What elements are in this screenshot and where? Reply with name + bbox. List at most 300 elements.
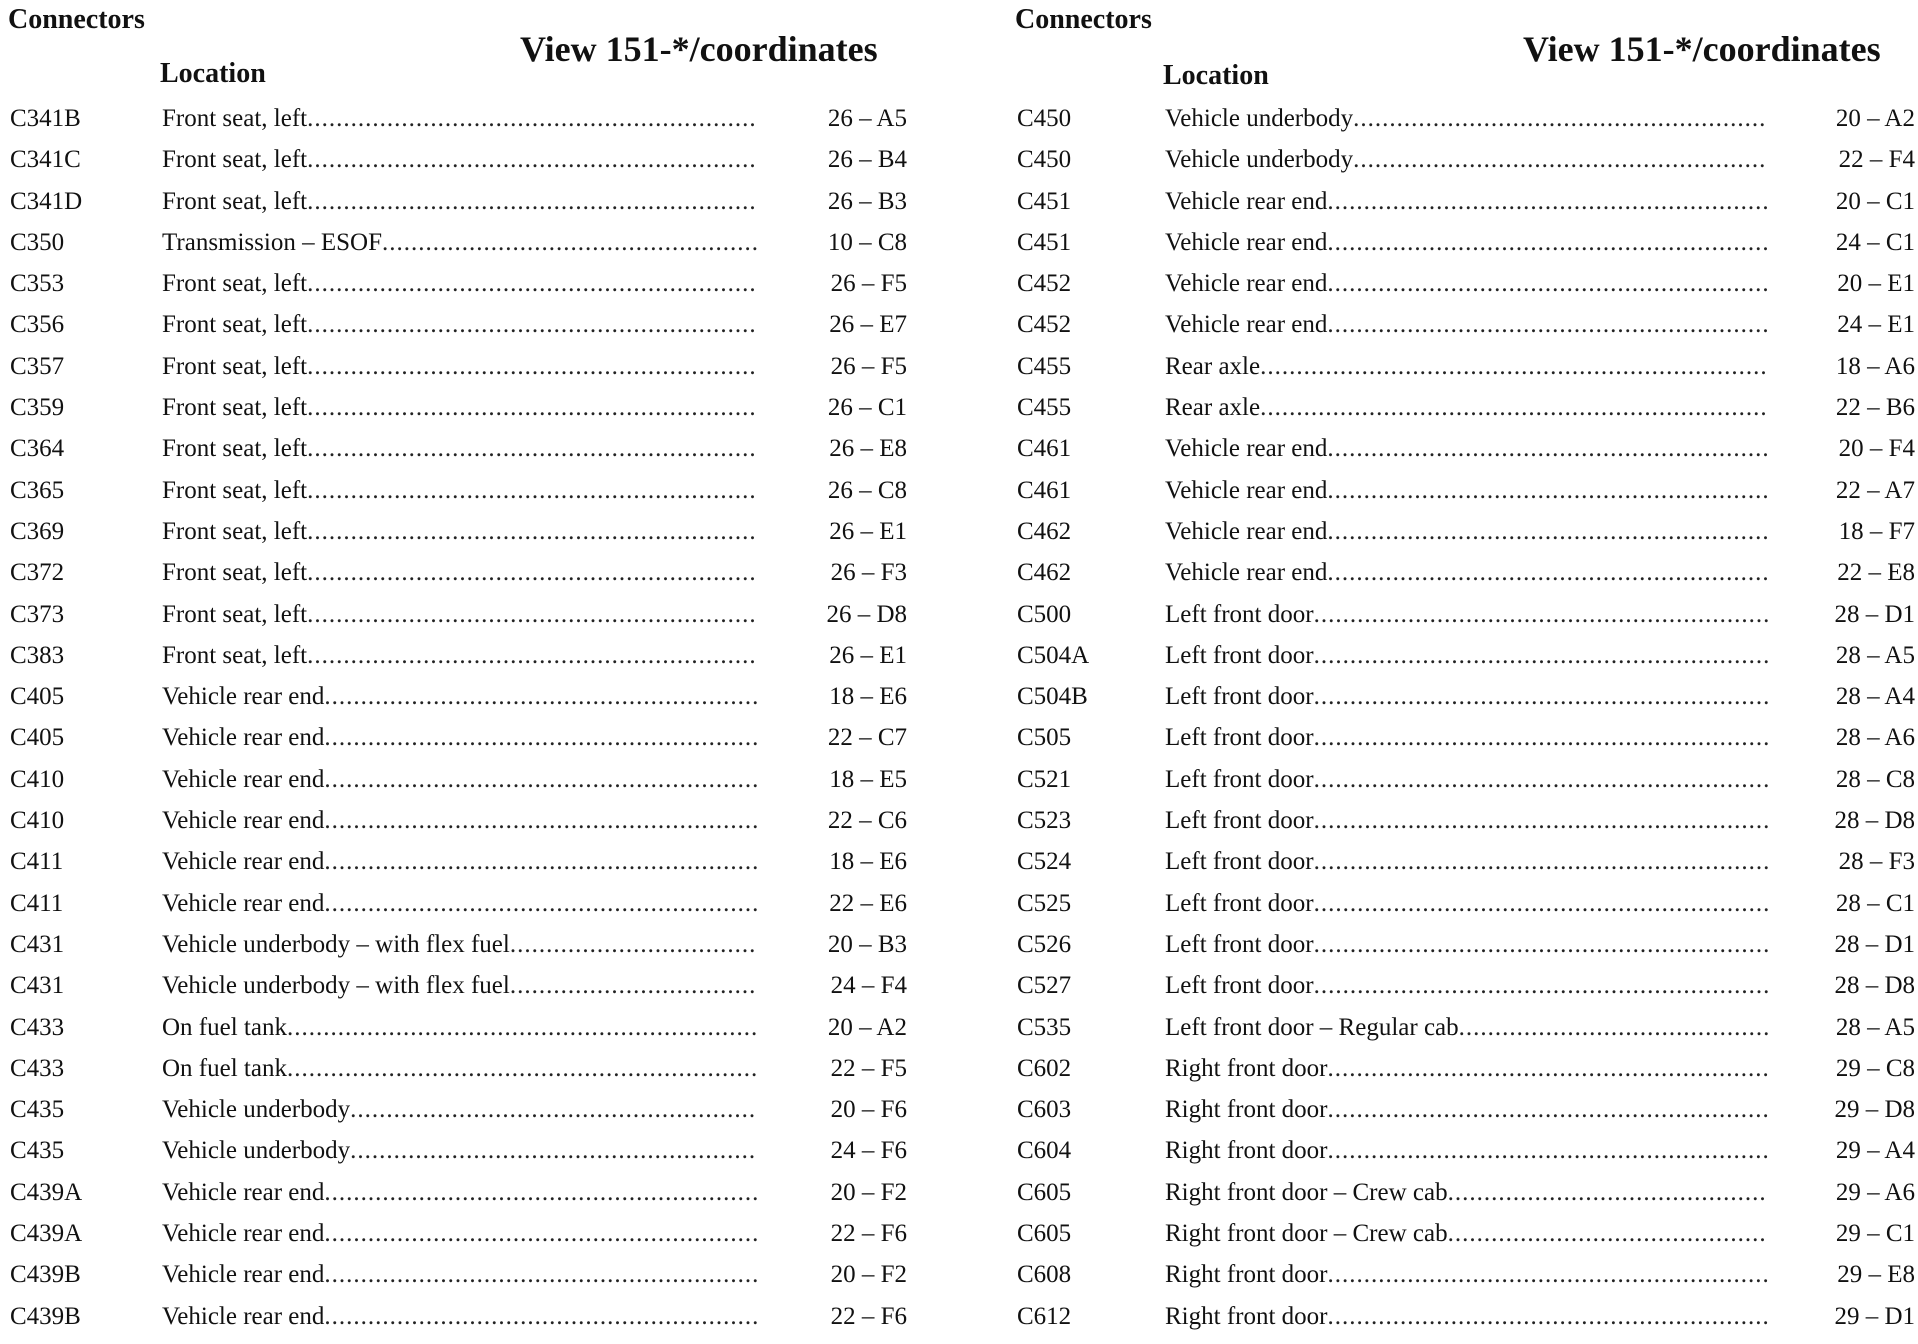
dot-leader (1327, 222, 1768, 263)
connector-location: Rear axle (1165, 394, 1261, 422)
view-coordinate: 28 – D8 (1834, 972, 1915, 1000)
connector-location: Left front door – Regular cab (1165, 1013, 1459, 1041)
connector-column-left (0, 0, 920, 1344)
connector-code: C410 (10, 765, 65, 793)
connector-location: Vehicle rear end (162, 683, 325, 711)
connector-code: C504B (1017, 683, 1088, 711)
connector-location: Left front door (1165, 600, 1314, 628)
connector-code: C410 (10, 807, 65, 835)
view-coordinate: 18 – E6 (829, 683, 907, 711)
connector-location: Rear axle (1165, 352, 1261, 380)
view-coordinate: 20 – B3 (827, 930, 907, 958)
connector-code: C341C (10, 146, 81, 174)
connector-code: C604 (1017, 1137, 1072, 1165)
dot-leader (1353, 139, 1768, 180)
dot-leader (1353, 98, 1768, 139)
connector-column-right (1005, 0, 1918, 1344)
connector-code: C405 (10, 724, 65, 752)
connector-row (1005, 552, 1918, 593)
connector-code: C505 (1017, 724, 1072, 752)
connector-code: C383 (10, 641, 65, 669)
connector-row (0, 346, 920, 387)
connector-code: C461 (1017, 476, 1072, 504)
dot-leader (307, 511, 757, 552)
view-coordinate: 24 – F6 (830, 1137, 907, 1165)
connector-row (1005, 841, 1918, 882)
view-coordinate: 20 – C1 (1835, 187, 1915, 215)
location-cell (162, 470, 757, 511)
view-coordinate: 28 – A5 (1835, 1013, 1915, 1041)
connector-location: Left front door (1165, 765, 1314, 793)
connector-code: C341B (10, 105, 81, 132)
dot-leader (1327, 470, 1768, 511)
dot-leader (1327, 263, 1768, 304)
location-cell (162, 139, 757, 180)
view-coordinate: 20 – F2 (830, 1261, 907, 1289)
location-cell (162, 181, 757, 222)
view-coordinate: 18 – E6 (829, 848, 907, 876)
connector-row (0, 552, 920, 593)
dot-leader (1314, 965, 1768, 1006)
view-coordinate: 26 – E1 (829, 517, 907, 545)
dot-leader (1260, 387, 1768, 428)
connector-code: C411 (10, 889, 64, 917)
dot-leader (307, 428, 757, 469)
connector-list (1005, 98, 1918, 1337)
view-coordinate: 22 – C6 (827, 807, 907, 835)
view-coordinate: 29 – A4 (1835, 1137, 1915, 1165)
connector-location: Front seat, left (162, 394, 308, 422)
connector-code: C451 (1017, 228, 1072, 256)
dot-leader (307, 552, 757, 593)
dot-leader (1314, 676, 1768, 717)
connector-code: C353 (10, 270, 65, 298)
view-coordinate: 26 – B3 (827, 187, 907, 215)
location-cell (1165, 1089, 1768, 1130)
connector-location: Vehicle rear end (162, 848, 325, 876)
connector-row (1005, 511, 1918, 552)
view-coordinate: 26 – B4 (827, 146, 907, 174)
location-cell (1165, 1048, 1768, 1089)
dot-leader (307, 470, 757, 511)
view-coordinate: 28 – D1 (1834, 930, 1915, 958)
connector-location: Vehicle rear end (162, 889, 325, 917)
location-cell (162, 883, 757, 924)
connector-code: C350 (10, 228, 65, 256)
connector-row (0, 717, 920, 758)
dot-leader (324, 1213, 757, 1254)
connector-code: C431 (10, 972, 65, 1000)
location-cell (162, 98, 757, 139)
connector-location: Right front door – Crew cab (1165, 1178, 1448, 1206)
dot-leader (307, 387, 757, 428)
view-coordinate: 10 – C8 (827, 228, 907, 256)
connector-code: C535 (1017, 1013, 1072, 1041)
dot-leader (307, 139, 757, 180)
connector-code: C523 (1017, 807, 1072, 835)
connector-code: C439A (10, 1220, 83, 1248)
location-cell (1165, 470, 1768, 511)
location-cell (162, 552, 757, 593)
dot-leader (1327, 511, 1768, 552)
connector-row (0, 387, 920, 428)
connector-code: C452 (1017, 270, 1072, 298)
view-coordinate: 22 – A7 (1835, 476, 1915, 504)
view-coordinate: 22 – F6 (830, 1302, 907, 1330)
connector-location: Front seat, left (162, 187, 308, 215)
connector-location: Front seat, left (162, 146, 308, 174)
connector-location: Right front door – Crew cab (1165, 1220, 1448, 1248)
view-coordinate: 26 – C1 (827, 394, 907, 422)
view-coordinate: 20 – A2 (1835, 105, 1915, 132)
connector-row (0, 841, 920, 882)
location-cell (162, 304, 757, 345)
connector-location: Vehicle rear end (1165, 187, 1328, 215)
dot-leader (1327, 304, 1768, 345)
connector-row (1005, 965, 1918, 1006)
connector-row (0, 676, 920, 717)
connector-row (0, 1296, 920, 1337)
location-cell (1165, 759, 1768, 800)
dot-leader (1260, 346, 1768, 387)
connector-location: Right front door (1165, 1054, 1328, 1082)
location-cell (162, 511, 757, 552)
connector-location: Vehicle rear end (162, 807, 325, 835)
connector-row (1005, 346, 1918, 387)
connector-location: Vehicle underbody – with flex fuel (162, 972, 510, 1000)
dot-leader (1314, 883, 1768, 924)
connector-code: C608 (1017, 1261, 1072, 1289)
connector-location: Vehicle rear end (162, 724, 325, 752)
connector-location: Right front door (1165, 1096, 1328, 1124)
location-cell (1165, 1130, 1768, 1171)
location-cell (162, 346, 757, 387)
connector-code: C356 (10, 311, 65, 339)
view-coordinate: 18 – E5 (829, 765, 907, 793)
connector-row (1005, 883, 1918, 924)
connector-location: Left front door (1165, 848, 1314, 876)
connector-code: C364 (10, 435, 65, 463)
connector-row (1005, 717, 1918, 758)
location-cell (162, 1254, 757, 1295)
location-cell (1165, 594, 1768, 635)
connector-location: Vehicle underbody (162, 1137, 351, 1165)
connector-location: Left front door (1165, 972, 1314, 1000)
dot-leader (510, 924, 757, 965)
dot-leader (1314, 924, 1768, 965)
connector-location: Vehicle rear end (162, 1220, 325, 1248)
connector-row (0, 511, 920, 552)
connector-location: Front seat, left (162, 352, 308, 380)
connector-location: Front seat, left (162, 559, 308, 587)
connector-row (0, 428, 920, 469)
connector-location: Vehicle rear end (1165, 476, 1328, 504)
dot-leader (1327, 181, 1768, 222)
connector-code: C357 (10, 352, 65, 380)
connectors-heading: Connectors (8, 4, 145, 35)
connector-row (1005, 759, 1918, 800)
location-cell (1165, 676, 1768, 717)
dot-leader (1327, 428, 1768, 469)
connector-location: Vehicle rear end (162, 1178, 325, 1206)
location-cell (1165, 800, 1768, 841)
location-cell (162, 841, 757, 882)
connector-code: C372 (10, 559, 65, 587)
view-coordinate: 28 – C8 (1835, 765, 1915, 793)
connector-code: C450 (1017, 146, 1072, 174)
location-cell (1165, 635, 1768, 676)
location-cell (1165, 1172, 1768, 1213)
dot-leader (324, 717, 757, 758)
dot-leader (1314, 841, 1768, 882)
connector-row (0, 965, 920, 1006)
connector-location: Vehicle underbody – with flex fuel (162, 930, 510, 958)
dot-leader (1328, 1089, 1769, 1130)
dot-leader (307, 98, 757, 139)
location-cell (1165, 139, 1768, 180)
view-coordinate: 26 – E8 (829, 435, 907, 463)
view-coordinate: 29 – C8 (1835, 1054, 1915, 1082)
view-coordinate: 20 – F4 (1838, 435, 1915, 463)
location-cell (162, 1130, 757, 1171)
connector-row (0, 263, 920, 304)
location-cell (1165, 1254, 1768, 1295)
connector-location: Vehicle rear end (162, 1302, 325, 1330)
connector-row (0, 594, 920, 635)
connector-code: C455 (1017, 352, 1072, 380)
dot-leader (1314, 717, 1768, 758)
connector-row (1005, 1089, 1918, 1130)
location-cell (162, 800, 757, 841)
view-coordinate: 29 – D8 (1834, 1096, 1915, 1124)
connector-code: C521 (1017, 765, 1072, 793)
connector-row (0, 1048, 920, 1089)
connector-location: Transmission – ESOF (162, 228, 382, 256)
dot-leader (307, 263, 757, 304)
dot-leader (1314, 759, 1768, 800)
connector-code: C341D (10, 187, 83, 215)
connector-row (1005, 1254, 1918, 1295)
dot-leader (324, 759, 757, 800)
connector-row (1005, 594, 1918, 635)
view-coordinate: 29 – C1 (1835, 1220, 1915, 1248)
connector-code: C373 (10, 600, 65, 628)
connector-location: Vehicle rear end (1165, 311, 1328, 339)
location-cell (1165, 181, 1768, 222)
connector-row (1005, 181, 1918, 222)
view-coordinate: 20 – F6 (830, 1096, 907, 1124)
dot-leader (1327, 552, 1768, 593)
connector-location: Right front door (1165, 1302, 1328, 1330)
view-coordinate: 26 – E1 (829, 641, 907, 669)
location-cell (162, 1296, 757, 1337)
connector-location: Vehicle rear end (1165, 228, 1328, 256)
view-coordinate: 22 – F4 (1838, 146, 1915, 174)
connector-row (0, 470, 920, 511)
connector-code: C612 (1017, 1302, 1072, 1330)
view-coordinate: 26 – E7 (829, 311, 907, 339)
view-coordinate: 28 – D8 (1834, 807, 1915, 835)
location-cell (162, 222, 757, 263)
dot-leader (324, 1172, 757, 1213)
connector-code: C359 (10, 394, 65, 422)
location-cell (162, 1048, 757, 1089)
connector-code: C369 (10, 517, 65, 545)
connector-code: C605 (1017, 1220, 1072, 1248)
connector-location: Front seat, left (162, 105, 308, 132)
dot-leader (287, 1007, 757, 1048)
connector-row (0, 98, 920, 139)
location-cell (162, 717, 757, 758)
connector-row (0, 924, 920, 965)
dot-leader (324, 800, 757, 841)
connector-location: Front seat, left (162, 311, 308, 339)
location-cell (1165, 304, 1768, 345)
view-coordinate: 26 – D8 (826, 600, 907, 628)
view-coordinate: 26 – A5 (827, 105, 907, 132)
connector-code: C524 (1017, 848, 1072, 876)
connector-code: C433 (10, 1013, 65, 1041)
connector-code: C504A (1017, 641, 1090, 669)
location-cell (1165, 511, 1768, 552)
view-coordinate: 26 – F5 (830, 352, 907, 380)
location-cell (162, 924, 757, 965)
location-cell (1165, 552, 1768, 593)
connector-location: Left front door (1165, 930, 1314, 958)
connector-row (1005, 304, 1918, 345)
connector-code: C603 (1017, 1096, 1072, 1124)
view-coordinates-heading: View 151-*/coordinates (520, 29, 878, 69)
connector-code: C462 (1017, 559, 1072, 587)
location-cell (162, 1172, 757, 1213)
connector-row (1005, 1296, 1918, 1337)
view-coordinate: 28 – D1 (1834, 600, 1915, 628)
location-cell (1165, 883, 1768, 924)
connector-code: C433 (10, 1054, 65, 1082)
connector-location: Vehicle underbody (1165, 105, 1354, 132)
connector-row (1005, 800, 1918, 841)
dot-leader (1448, 1213, 1768, 1254)
connector-location: Front seat, left (162, 435, 308, 463)
connector-code: C526 (1017, 930, 1072, 958)
connector-row (0, 1254, 920, 1295)
view-coordinate: 28 – F3 (1838, 848, 1915, 876)
connector-location: Front seat, left (162, 600, 308, 628)
dot-leader (1314, 800, 1768, 841)
connector-row (1005, 470, 1918, 511)
connector-location: Front seat, left (162, 270, 308, 298)
dot-leader (307, 594, 757, 635)
connector-code: C439B (10, 1261, 81, 1289)
connector-list (0, 98, 920, 1337)
connector-location: On fuel tank (162, 1054, 287, 1082)
view-coordinate: 18 – F7 (1838, 517, 1915, 545)
connector-location: Left front door (1165, 683, 1314, 711)
connector-location: Front seat, left (162, 641, 308, 669)
location-cell (1165, 717, 1768, 758)
view-coordinate: 20 – E1 (1837, 270, 1915, 298)
dot-leader (382, 222, 757, 263)
connector-code: C365 (10, 476, 65, 504)
location-cell (1165, 841, 1768, 882)
view-coordinate: 26 – F3 (830, 559, 907, 587)
connector-location: Vehicle rear end (162, 1261, 325, 1289)
location-cell (162, 1213, 757, 1254)
location-cell (1165, 1213, 1768, 1254)
connector-code: C435 (10, 1096, 65, 1124)
connector-code: C500 (1017, 600, 1072, 628)
connector-code: C405 (10, 683, 65, 711)
connector-location: Vehicle rear end (1165, 435, 1328, 463)
connector-row (1005, 139, 1918, 180)
connector-row (1005, 98, 1918, 139)
dot-leader (1459, 1007, 1768, 1048)
location-cell (162, 965, 757, 1006)
connector-code: C461 (1017, 435, 1072, 463)
dot-leader (324, 841, 757, 882)
connector-code: C525 (1017, 889, 1072, 917)
connector-row (0, 304, 920, 345)
dot-leader (350, 1089, 757, 1130)
connector-row (0, 1172, 920, 1213)
view-coordinate: 28 – A4 (1835, 683, 1915, 711)
location-cell (162, 263, 757, 304)
view-coordinate: 29 – E8 (1837, 1261, 1915, 1289)
connector-location: On fuel tank (162, 1013, 287, 1041)
location-cell (162, 676, 757, 717)
location-cell (1165, 222, 1768, 263)
connector-code: C439B (10, 1302, 81, 1330)
view-coordinate: 22 – E8 (1837, 559, 1915, 587)
view-coordinate: 28 – C1 (1835, 889, 1915, 917)
view-coordinate: 29 – A6 (1835, 1178, 1915, 1206)
location-cell (162, 428, 757, 469)
view-coordinate: 22 – F6 (830, 1220, 907, 1248)
connector-row (0, 1130, 920, 1171)
location-heading: Location (1163, 60, 1269, 91)
view-coordinate: 22 – E6 (829, 889, 907, 917)
location-cell (1165, 428, 1768, 469)
location-cell (1165, 387, 1768, 428)
connector-code: C605 (1017, 1178, 1072, 1206)
connector-row (0, 222, 920, 263)
location-cell (162, 759, 757, 800)
dot-leader (350, 1130, 757, 1171)
connector-row (0, 1213, 920, 1254)
connector-code: C455 (1017, 394, 1072, 422)
dot-leader (307, 181, 757, 222)
connector-row (0, 181, 920, 222)
connector-location: Right front door (1165, 1137, 1328, 1165)
dot-leader (1328, 1048, 1769, 1089)
dot-leader (307, 346, 757, 387)
location-cell (162, 1007, 757, 1048)
connector-row (1005, 635, 1918, 676)
connector-location: Left front door (1165, 807, 1314, 835)
connectors-heading: Connectors (1015, 4, 1152, 35)
connector-location: Vehicle underbody (162, 1096, 351, 1124)
view-coordinate: 22 – B6 (1835, 394, 1915, 422)
dot-leader (1314, 635, 1768, 676)
view-coordinate: 24 – C1 (1835, 228, 1915, 256)
connector-row (0, 635, 920, 676)
connector-code: C439A (10, 1178, 83, 1206)
connector-location: Left front door (1165, 889, 1314, 917)
location-cell (1165, 263, 1768, 304)
connector-row (1005, 1048, 1918, 1089)
view-coordinate: 28 – A6 (1835, 724, 1915, 752)
connector-row (0, 1007, 920, 1048)
